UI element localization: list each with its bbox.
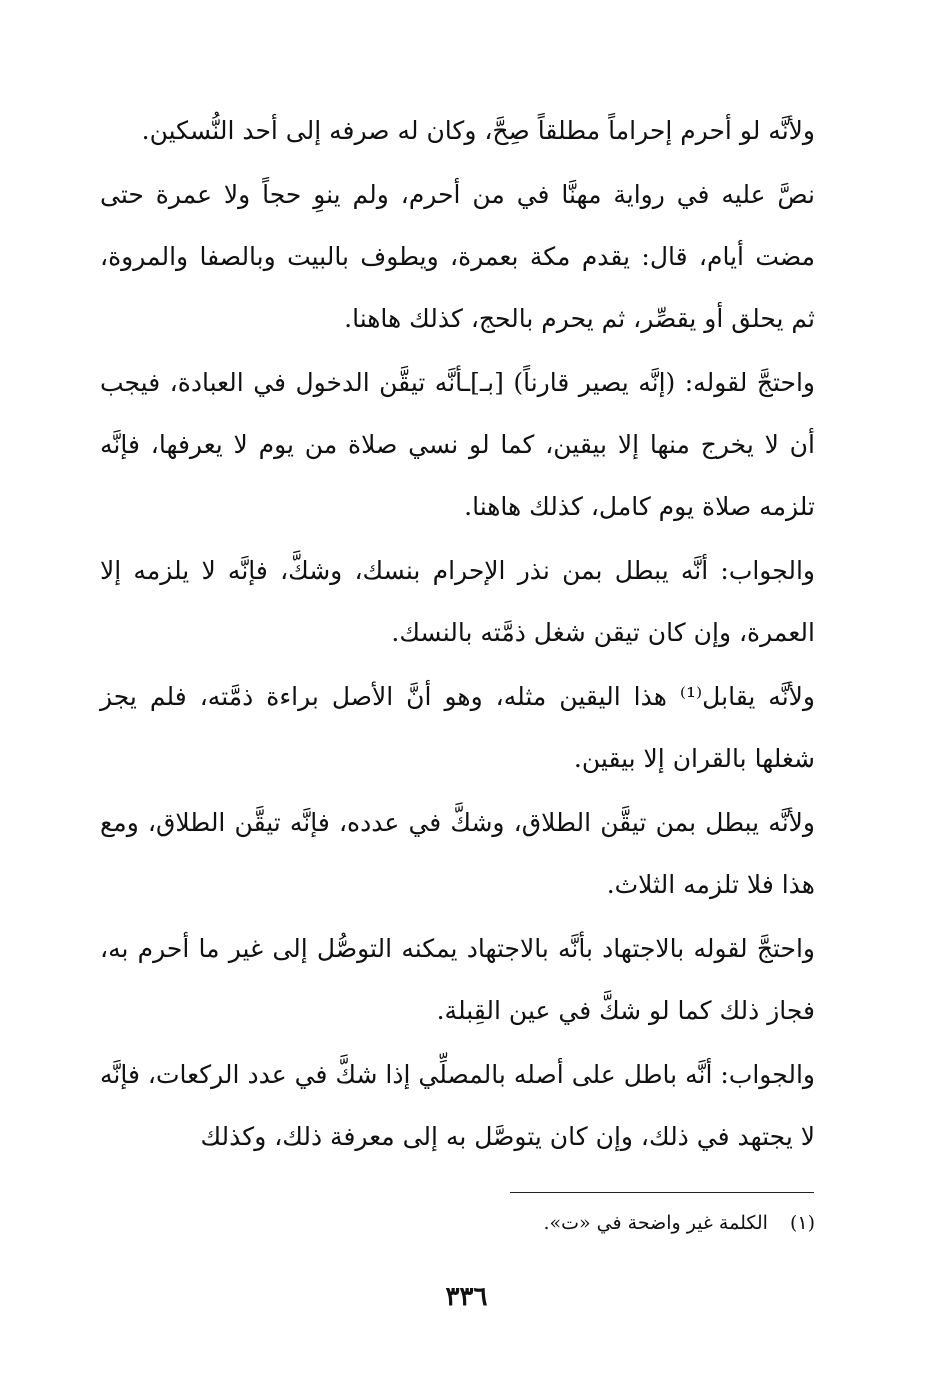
page-body [100, 100, 815, 1168]
footnote-separator [510, 1192, 814, 1193]
paragraph-1: ولأنَّه لو أحرم إحراماً مطلقاً صِحَّ، وكان له صرفه إلى أحد النُّسكين. [141, 116, 815, 145]
paragraph-6: ولأنَّه يبطل بمن تيقَّن الطلاق، وشكَّ في عدده، فإنَّه تيقَّن الطلاق، ومع هذا فلا تلزمه الثلاث. [100, 808, 815, 899]
footnote-marker: (١) [789, 1212, 815, 1234]
paragraph-5: ولأنَّه يقابل⁽¹⁾ هذا اليقين مثله، وهو أنَّ الأصل براءة ذمَّته، فلم يجز شغلها بالقران إلا بيقين. [100, 682, 815, 773]
paragraph-3: واحتجَّ لقوله: (إنَّه يصير قارناً) [بـ]ـأنَّه تيقَّن الدخول في العبادة، فيجب أن لا يخرج منها إلا بيقين، كما لو نسي صلاة من يوم لا يعرفها، فإنَّه تلزمه صلاة يوم كامل، كذلك هاهنا. [100, 368, 815, 521]
paragraph-7: واحتجَّ لقوله بالاجتهاد بأنَّه بالاجتهاد يمكنه التوصُّل إلى غير ما أحرم به، فجاز ذلك كما لو شكَّ في عين القِبلة. [100, 934, 815, 1025]
paragraph-4: والجواب: أنَّه يبطل بمن نذر الإحرام بنسك، وشكَّ، فإنَّه لا يلزمه إلا العمرة، وإن كان تيقن شغل ذمَّته بالنسك. [100, 556, 815, 647]
footnote [115, 1208, 815, 1238]
paragraph-8: والجواب: أنَّه باطل على أصله بالمصلِّي إذا شكَّ في عدد الركعات، فإنَّه لا يجتهد في ذلك، وإن كان يتوصَّل به إلى معرفة ذلك، وكذلك [100, 1060, 815, 1151]
paragraph-2: نصَّ عليه في رواية مهنَّا في من أحرم، ولم ينوِ حجاً ولا عمرة حتى مضت أيام، قال: يقدم مكة بعمرة، ويطوف بالبيت وبالصفا والمروة، ثم يحلق أو يقصِّر، ثم يحرم بالحج، كذلك هاهنا. [100, 180, 815, 333]
footnote-text: الكلمة غير واضحة في «ت». [543, 1212, 768, 1234]
page-number: ٣٣٦ [445, 1282, 488, 1312]
